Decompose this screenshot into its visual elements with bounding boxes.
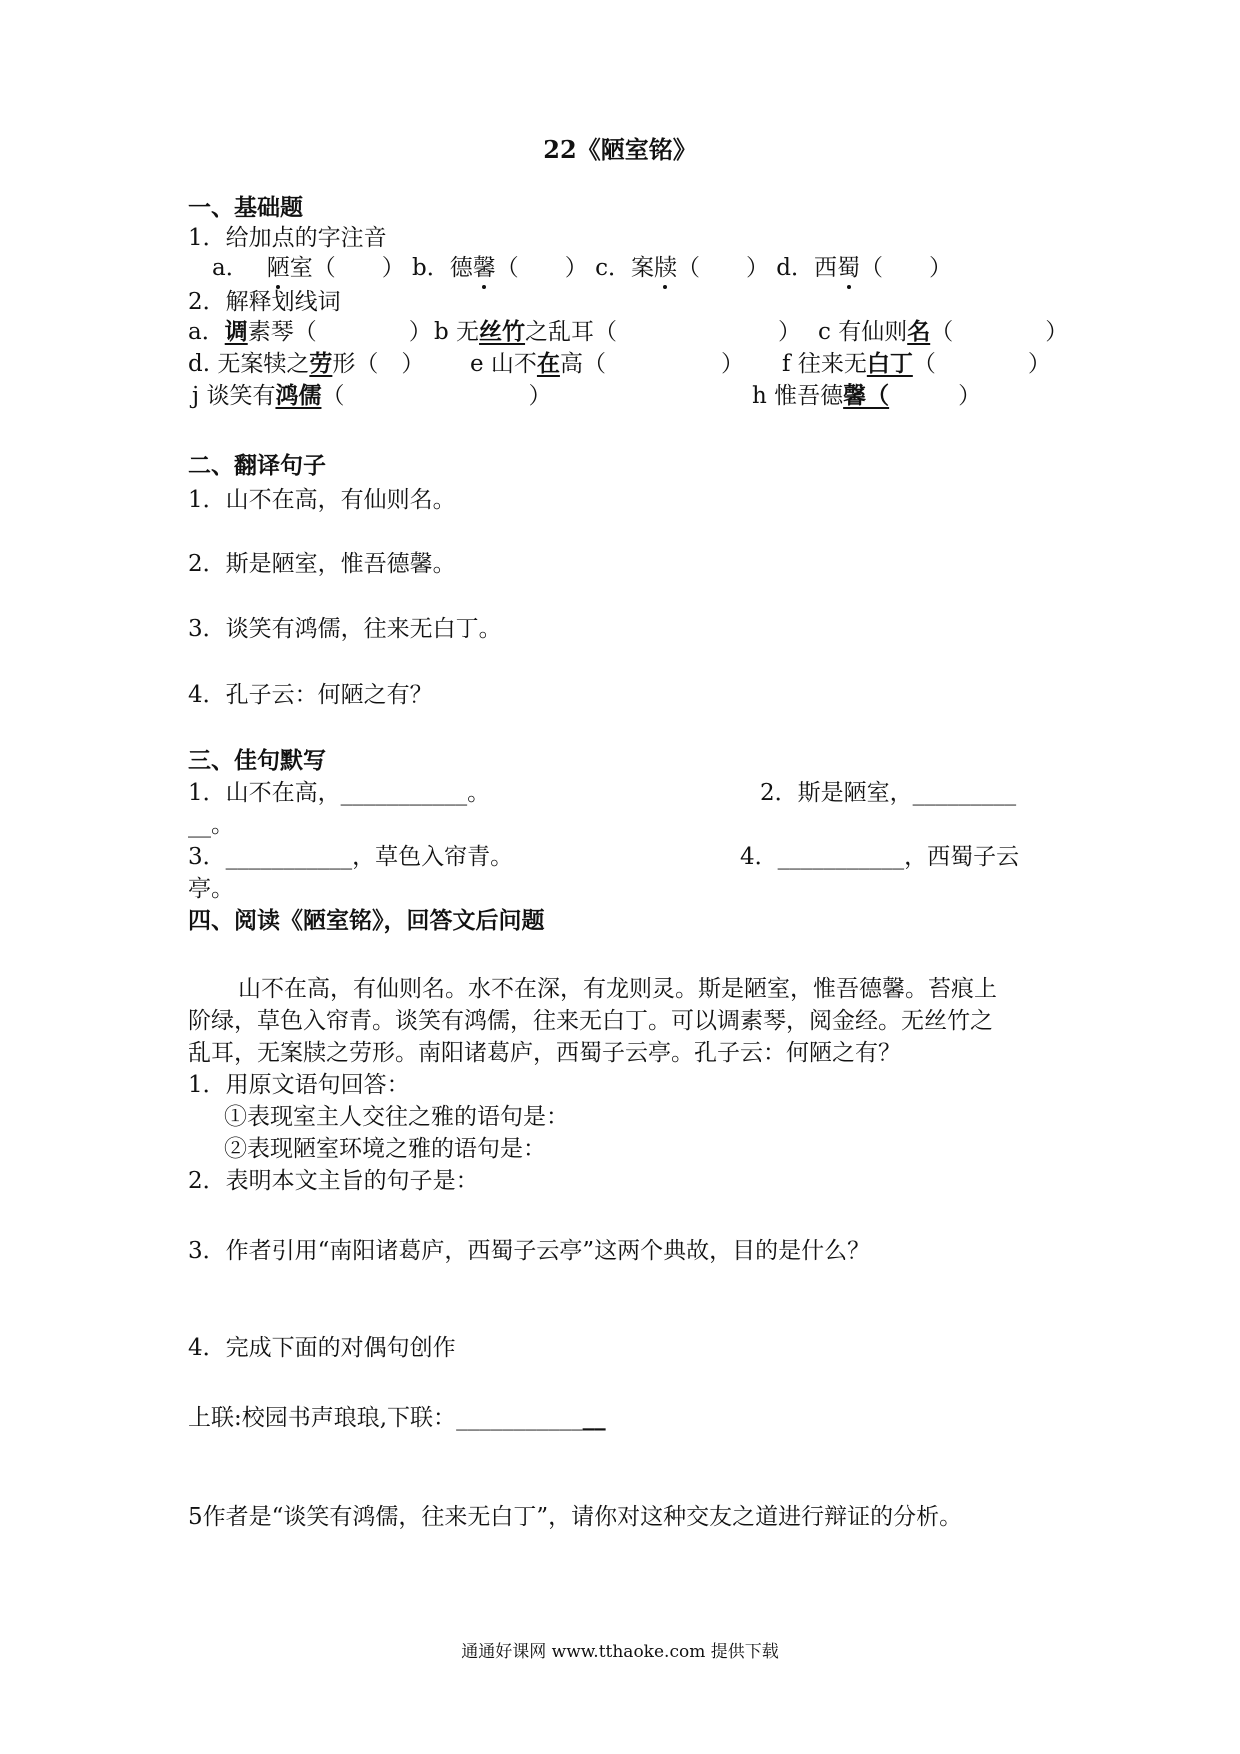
dictation-4: 4．___________，西蜀子云 xyxy=(740,844,1020,870)
q1-instruction: 1．给加点的字注音 xyxy=(188,225,387,251)
dictation-3: 3．___________，草色入帘青。 xyxy=(188,844,514,870)
passage-line-2: 阶绿，草色入帘青。谈笑有鸿儒，往来无白丁。可以调素琴，阅金经。无丝竹之 xyxy=(188,1008,993,1034)
reading-q3: 3．作者引用“南阳诸葛庐，西蜀子云亭”这两个典故，目的是什么？ xyxy=(188,1238,871,1264)
reading-q4: 4．完成下面的对偶句创作 xyxy=(188,1335,456,1361)
q2-row-1a: a．调素琴（ ） xyxy=(188,318,432,345)
couplet-line: 上联:校园书声琅琅,下联：_____________ xyxy=(188,1404,606,1431)
q2-row-3j: j 谈笑有鸿儒（ ） xyxy=(192,382,552,409)
q2-row-2d: d. 无案犊之劳形（ ） xyxy=(188,350,425,377)
translate-item-2: 2．斯是陋室，惟吾德馨。 xyxy=(188,551,456,577)
section-4-heading: 四、阅读《陋室铭》，回答文后问题 xyxy=(188,907,545,934)
q1-items: a． 陋室（ ） b．德馨（ ） c．案牍（ ） d．西蜀（ ） xyxy=(212,255,953,281)
q2-row-3h: h 惟吾德馨（ ） xyxy=(752,382,982,409)
reading-q1: 1．用原文语句回答： xyxy=(188,1072,410,1098)
q2-row-1b: b 无丝竹之乱耳（ ） xyxy=(434,318,802,345)
passage-line-1: 山不在高，有仙则名。水不在深，有龙则灵。斯是陋室，惟吾德馨。苔痕上 xyxy=(238,976,997,1002)
dictation-4-cont: 亭。 xyxy=(188,876,234,902)
passage-line-3: 乱耳，无案牍之劳形。南阳诸葛庐，西蜀子云亭。孔子云：何陋之有？ xyxy=(188,1040,901,1066)
section-3-heading: 三、佳句默写 xyxy=(188,747,326,774)
translate-item-3: 3．谈笑有鸿儒，往来无白丁。 xyxy=(188,616,502,642)
dictation-2-cont: __。 xyxy=(188,812,234,838)
footer: 通通好课网 www.tthaoke.com 提供下载 xyxy=(461,1642,779,1662)
q2-row-1c: c 有仙则名（ ） xyxy=(818,318,1069,345)
translate-item-4: 4．孔子云：何陋之有？ xyxy=(188,682,433,708)
dictation-2: 2．斯是陋室，_________ xyxy=(760,780,1017,806)
reading-q1a: ①表现室主人交往之雅的语句是： xyxy=(224,1104,569,1130)
dictation-1: 1．山不在高，___________。 xyxy=(188,780,491,806)
section-1-heading: 一、基础题 xyxy=(188,194,303,221)
q2-row-2e: e 山不在高（ ） xyxy=(470,350,744,377)
q2-instruction: 2．解释划线词 xyxy=(188,289,341,315)
translate-item-1: 1．山不在高，有仙则名。 xyxy=(188,487,456,513)
page-title: 22《陋室铭》 xyxy=(543,135,697,164)
section-2-heading: 二、翻译句子 xyxy=(188,452,326,479)
q2-row-2f: f 往来无白丁（ ） xyxy=(782,350,1051,377)
reading-q2: 2．表明本文主旨的句子是： xyxy=(188,1168,479,1194)
reading-q5: 5作者是“谈笑有鸿儒，往来无白丁”，请你对这种交友之道进行辩证的分析。 xyxy=(188,1504,963,1530)
reading-q1b: ②表现陋室环境之雅的语句是： xyxy=(224,1136,546,1162)
